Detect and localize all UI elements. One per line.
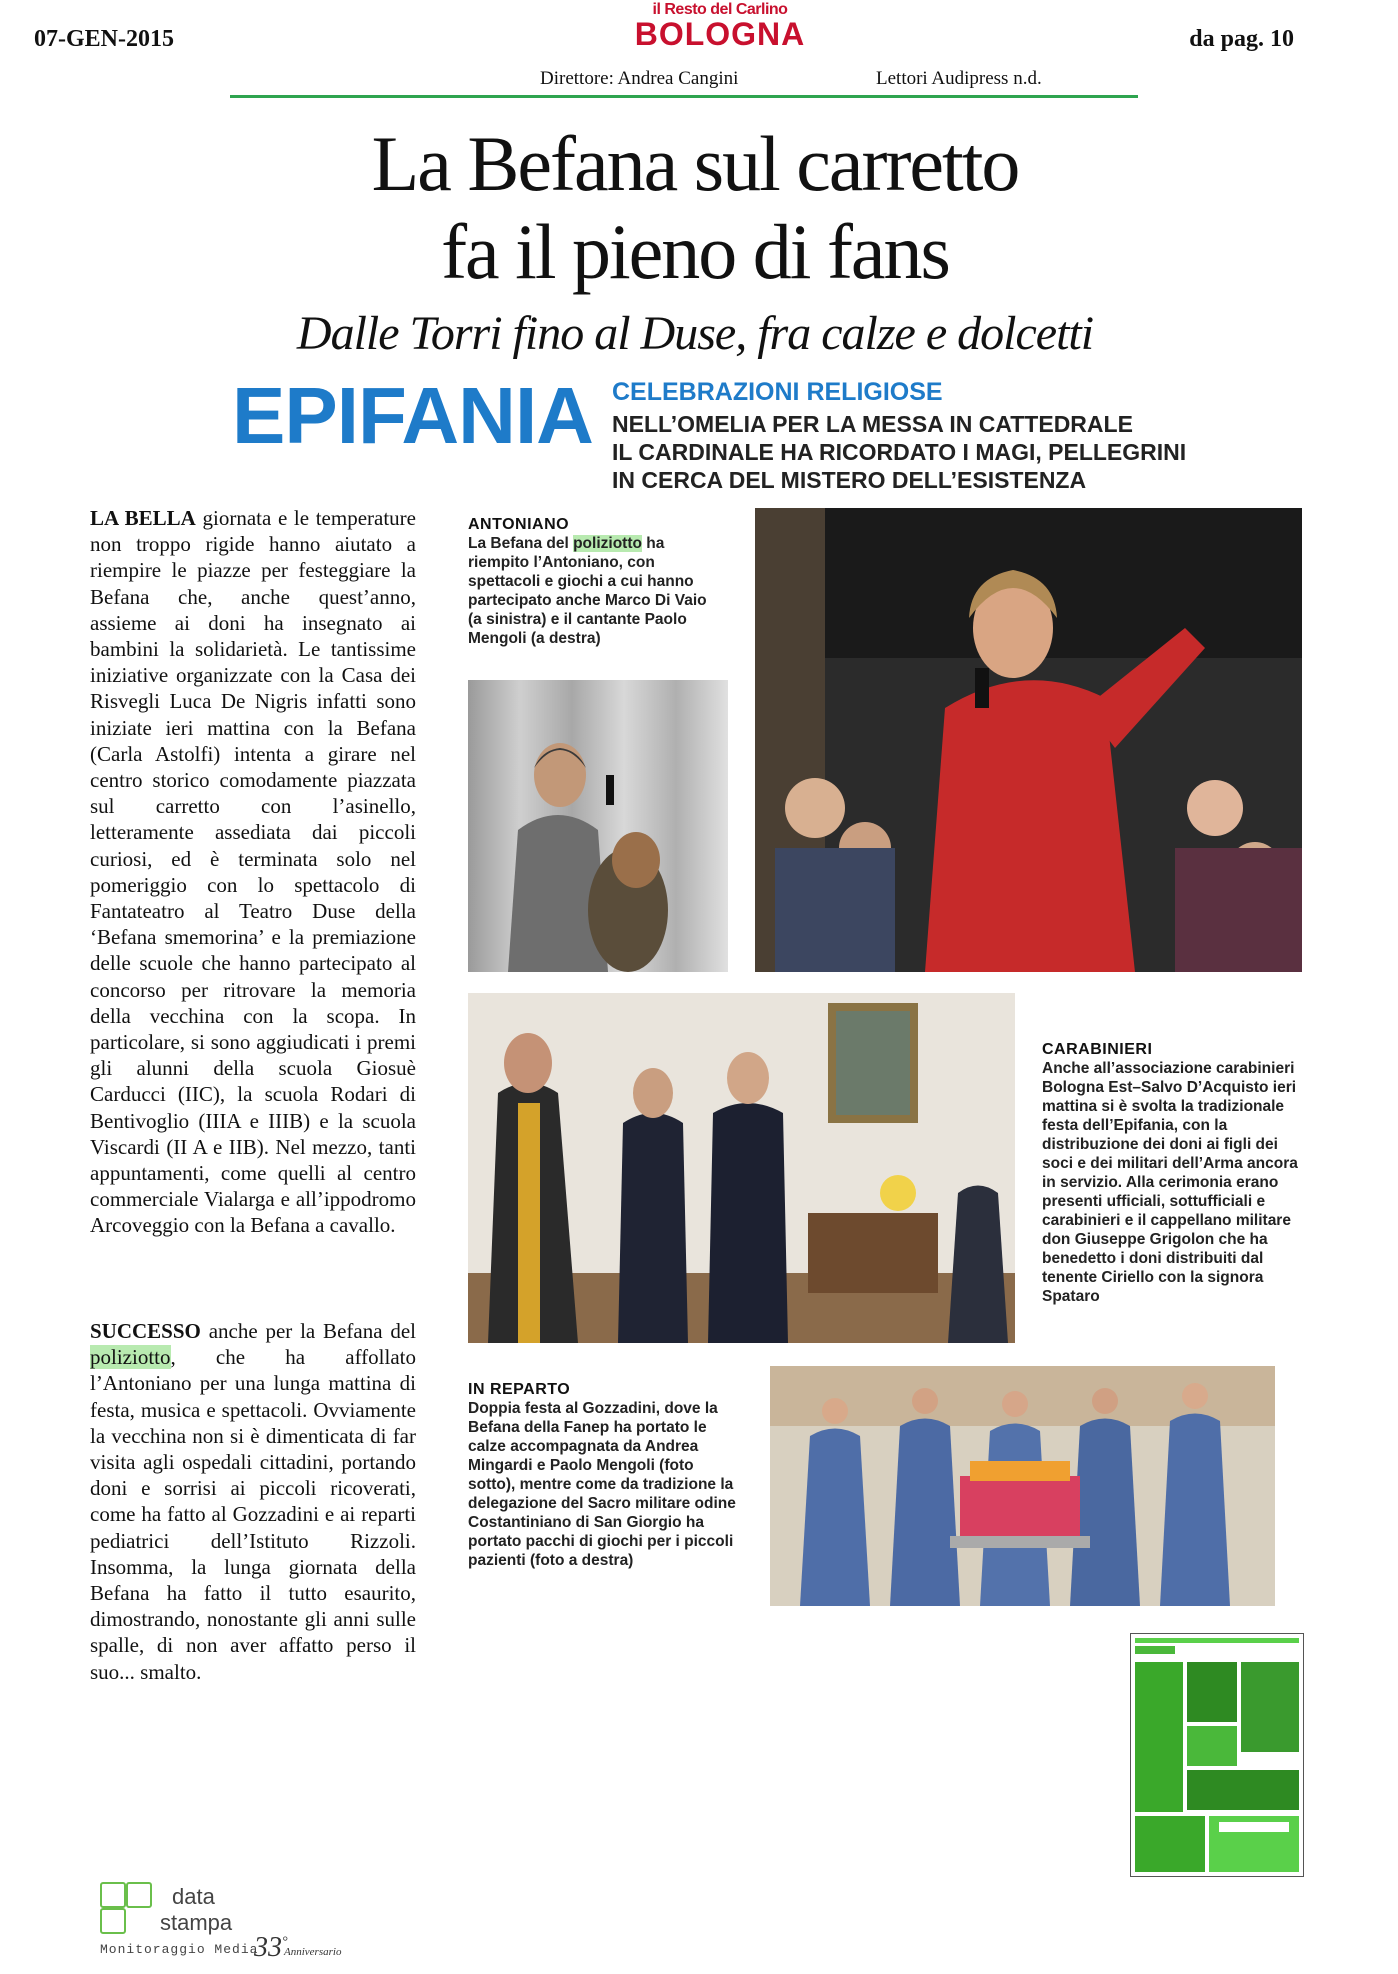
newspaper-logo [620, 2, 820, 50]
publication-date: 07-GEN-2015 [34, 26, 174, 52]
paragraph-text: giornata e le temperature non troppo rigide hanno aiutato a riempire le piazze per festeggiare la Befana che, anche quest’anno, assieme ai doni ha insegnato ai bambini la solidarietà. Le tantissime iniziative organizzate con la Casa dei Risvegli Luca De Nigris infatti sono iniziate ieri mattina con la Befana (Carla Astolfi) intenta a girare nel centro storico comodamente piazzata sul carretto con l’asinello, letteramente assediata dai piccoli curiosi, ed è terminata solo nel pomeriggio con lo spettacolo di Fantateatro al Teatro Duse della ‘Befana smemorina’ e la premiazione delle scuole che hanno partecipato al concorso per ritrovare la memoria della vecchina con la scopa. In particolare, si sono aggiudicati i premi gli alunni della scuola Giosuè Carducci (IIC), la scuola Rodari di Bentivoglio (IIIA e IIIB) e la scuola Viscardi (II A e IIB). Nel mezzo, tanti appuntamenti, come quelli al centro commerciale Vialarga e all’ippodromo Arcoveggio con la Befana a cavallo. [90, 506, 416, 1238]
anniversary-digits: 33 [254, 1932, 282, 1963]
logo-small-text: il Resto del Carlino [652, 1, 788, 18]
sidebar-line: IN CERCA DEL MISTERO DELL’ESISTENZA [612, 467, 1087, 493]
section-kicker: EPIFANIA [232, 371, 593, 460]
headline-line-2: fa il pieno di fans [441, 208, 949, 295]
headline-line-1: La Befana sul carretto [371, 120, 1019, 207]
highlighted-word: poliziotto [90, 1345, 171, 1370]
logo-big-text: BOLOGNA [634, 16, 806, 52]
subheadline: Dalle Torri fino al Duse, fra calze e dolcetti [296, 307, 1094, 360]
logo-square-icon [126, 1882, 152, 1908]
highlighted-word: poliziotto [573, 535, 642, 552]
anniversary-number [254, 1932, 288, 1964]
paragraph-lead: SUCCESSO [90, 1319, 201, 1343]
photo-singer-red-sweater [755, 508, 1302, 972]
sidebar-summary [612, 410, 1186, 494]
paragraph-lead: LA BELLA [90, 506, 196, 530]
logo-word-data: data [172, 1884, 215, 1909]
page-thumbnail [1130, 1633, 1304, 1877]
readers-line: Lettori Audipress n.d. [876, 68, 1042, 89]
caption-reparto [468, 1380, 740, 1570]
logo-square-icon [100, 1908, 126, 1934]
sidebar-line: IL CARDINALE HA RICORDATO I MAGI, PELLEGRINI [612, 439, 1187, 465]
caption-text: La Befana del [468, 535, 574, 552]
logo-word-stampa: stampa [160, 1910, 233, 1935]
headline [230, 120, 1160, 296]
director-line: Direttore: Andrea Cangini [540, 68, 739, 89]
caption-title: IN REPARTO [468, 1381, 571, 1398]
logo-square-icon [100, 1882, 126, 1908]
paragraph-text: anche per la Befana del [200, 1319, 416, 1343]
sidebar-line: NELL’OMELIA PER LA MESSA IN CATTEDRALE [612, 411, 1133, 437]
photo-man-with-microphone [468, 680, 728, 972]
article-paragraph-2 [90, 1318, 416, 1685]
header-divider [230, 95, 1138, 98]
paragraph-text: , che ha affollato l’Antoniano per una lunga mattina di festa, musica e spettacoli. Ovviamente la vecchina non si è dimenticata di far visita agli ospedali cittadini, portando doni e sorrisi ai piccoli ricoverati, come ha fatto al Gozzadini e ai reparti pediatrici dell’Istituto Rizzoli. Insomma, la lunga giornata della Befana ha fatto il tutto esaurito, dimostrando, nonostante gli anni sulle spalle, di non aver affatto perso il suo... smalto. [90, 1345, 416, 1684]
anniversary-word: Anniversario [284, 1946, 342, 1958]
article-paragraph-1 [90, 505, 416, 1239]
caption-antoniano [468, 515, 718, 648]
caption-title: ANTONIANO [468, 516, 570, 533]
sidebar-title: CELEBRAZIONI RELIGIOSE [612, 378, 943, 406]
caption-carabinieri [1042, 1040, 1304, 1306]
photo-carabinieri-ceremony [468, 993, 1015, 1343]
caption-text: Doppia festa al Gozzadini, dove la Befana della Fanep ha portato le calze accompagnata da Andrea Mingardi e Paolo Mengoli (foto sotto), mentre come da tradizione la delegazione del Sacro militare odine Costantiniano di San Giorgio ha portato pacchi di giochi per i piccoli pazienti (foto a destra) [468, 1400, 736, 1569]
logo-tagline: Monitoraggio Media [100, 1942, 259, 1957]
page-reference: da pag. 10 [1189, 26, 1294, 52]
photo-hospital-ward-knights [770, 1366, 1275, 1606]
caption-text: ha riempito l’Antoniano, con spettacoli e giochi a cui hanno partecipato anche Marco Di Vaio (a sinistra) e il cantante Paolo Mengoli (a destra) [468, 535, 707, 647]
caption-text: Anche all’associazione carabinieri Bologna Est–Salvo D’Acquisto ieri mattina si è svolta la tradizionale festa dell’Epifania, con la distribuzione dei doni ai figli dei soci e dei militari dell’Arma ancora in servizio. Alla cerimonia erano presenti ufficiali, sottufficiali e carabinieri e il cappellano militare don Giuseppe Grigolon che ha benedetto i doni distribuiti dal tenente Ciriello con la signora Spataro [1042, 1060, 1298, 1305]
anniversary-degree: ° [282, 1934, 288, 1950]
caption-title: CARABINIERI [1042, 1041, 1153, 1058]
